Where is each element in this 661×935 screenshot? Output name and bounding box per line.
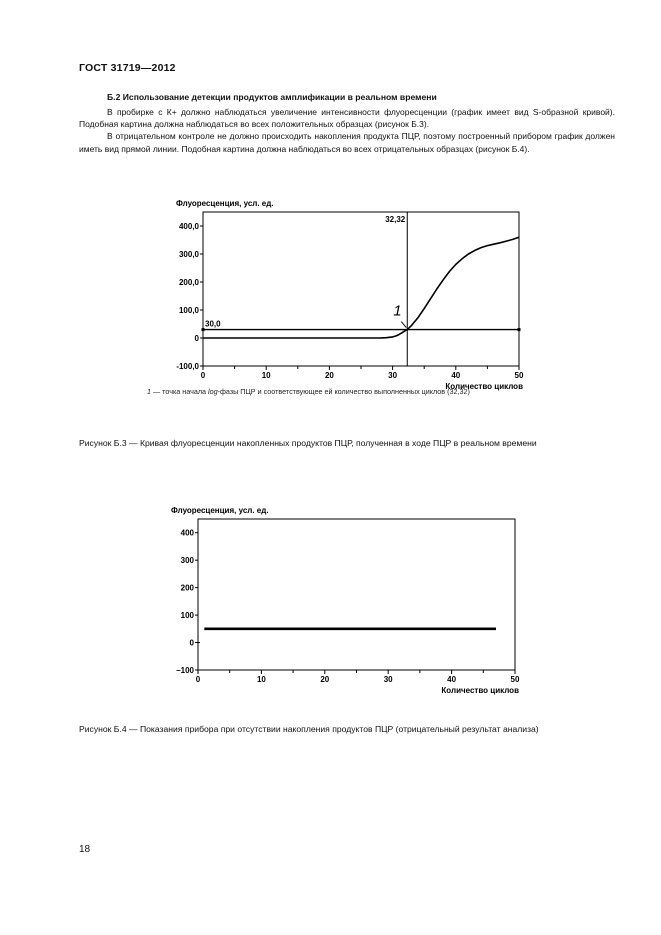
footnote-text-post: -фазы ПЦР и соответствующее ей количество выполненных циклов (32,32) <box>217 387 470 396</box>
figure-b4-chart <box>150 500 550 700</box>
x-tick-label: 50 <box>514 371 524 380</box>
y-axis-label: Флуоресценция, усл. ед. <box>176 199 274 208</box>
y-tick-label: 100,0 <box>178 306 199 315</box>
threshold-label: 30,0 <box>205 319 221 329</box>
footnote-text-pre: — точка начала <box>151 387 209 396</box>
y-axis-label: Флуоресценция, усл. ед. <box>171 506 269 515</box>
y-tick-label: 300 <box>180 556 194 566</box>
figure-b3-footnote <box>147 387 470 396</box>
y-tick-label: 0 <box>194 334 199 343</box>
plot-frame <box>203 212 519 366</box>
x-tick-label: 40 <box>451 371 461 380</box>
y-tick-label: 200 <box>180 583 194 593</box>
y-tick-label: 400,0 <box>178 222 199 231</box>
crossing-pointer <box>401 322 406 328</box>
x-tick-label: 40 <box>447 675 457 684</box>
document-header: ГОСТ 31719—2012 <box>79 62 176 74</box>
y-tick-label: -100,0 <box>176 362 199 371</box>
series-line <box>203 237 519 338</box>
x-tick-label: 20 <box>320 675 330 684</box>
x-tick-label: 30 <box>388 371 398 380</box>
y-tick-label: 0 <box>189 638 194 648</box>
figure-b3-chart <box>150 196 550 396</box>
y-tick-label: 200,0 <box>178 278 199 287</box>
body-text <box>79 106 615 155</box>
x-tick-label: 10 <box>256 675 266 684</box>
section-title: Б.2 Использование детекции продуктов амплификации в реальном времени <box>107 92 437 102</box>
page-number: 18 <box>79 844 91 855</box>
x-tick-label: 0 <box>195 675 201 684</box>
x-axis-label: Количество циклов <box>445 382 523 391</box>
x-tick-label: 30 <box>383 675 393 684</box>
footnote-marker: 1 <box>147 387 151 396</box>
y-tick-label: 300,0 <box>178 250 199 259</box>
x-tick-label: 10 <box>261 371 271 380</box>
x-tick-label: 0 <box>200 371 206 380</box>
threshold-handle-right <box>518 328 521 331</box>
crossing-marker: 1 <box>393 302 402 320</box>
paragraph-1: В пробирке с К+ должно наблюдаться увеличение интенсивности флуоресценции (график имеет вид S-образной кривой). Подобная картина должна наблюдаться во всех положительных образцах (рисунок Б.3). <box>79 107 615 130</box>
y-tick-label: −100 <box>175 666 194 675</box>
figure-b4-caption: Рисунок Б.4 — Показания прибора при отсутствии накопления продуктов ПЦР (отрицательный результат анализа) <box>79 724 539 734</box>
x-tick-label: 20 <box>324 371 334 380</box>
x-axis-label: Количество циклов <box>441 686 519 695</box>
crossing-label: 32,32 <box>385 215 406 224</box>
y-tick-label: 400 <box>180 528 194 538</box>
x-tick-label: 50 <box>510 675 520 684</box>
y-tick-label: 100 <box>180 611 194 621</box>
figure-b3-caption: Рисунок Б.3 — Кривая флуоресценции накопленных продуктов ПЦР, полученная в ходе ПЦР в реальном времени <box>79 438 537 448</box>
paragraph-2: В отрицательном контроле не должно происходить накопления продукта ПЦР, поэтому построенный прибором график должен иметь вид прямой линии. Подобная картина должна наблюдаться во всех отрицательных образцах (рисунок Б.4). <box>79 131 615 154</box>
plot-frame <box>198 519 515 670</box>
footnote-log: log <box>208 387 218 396</box>
